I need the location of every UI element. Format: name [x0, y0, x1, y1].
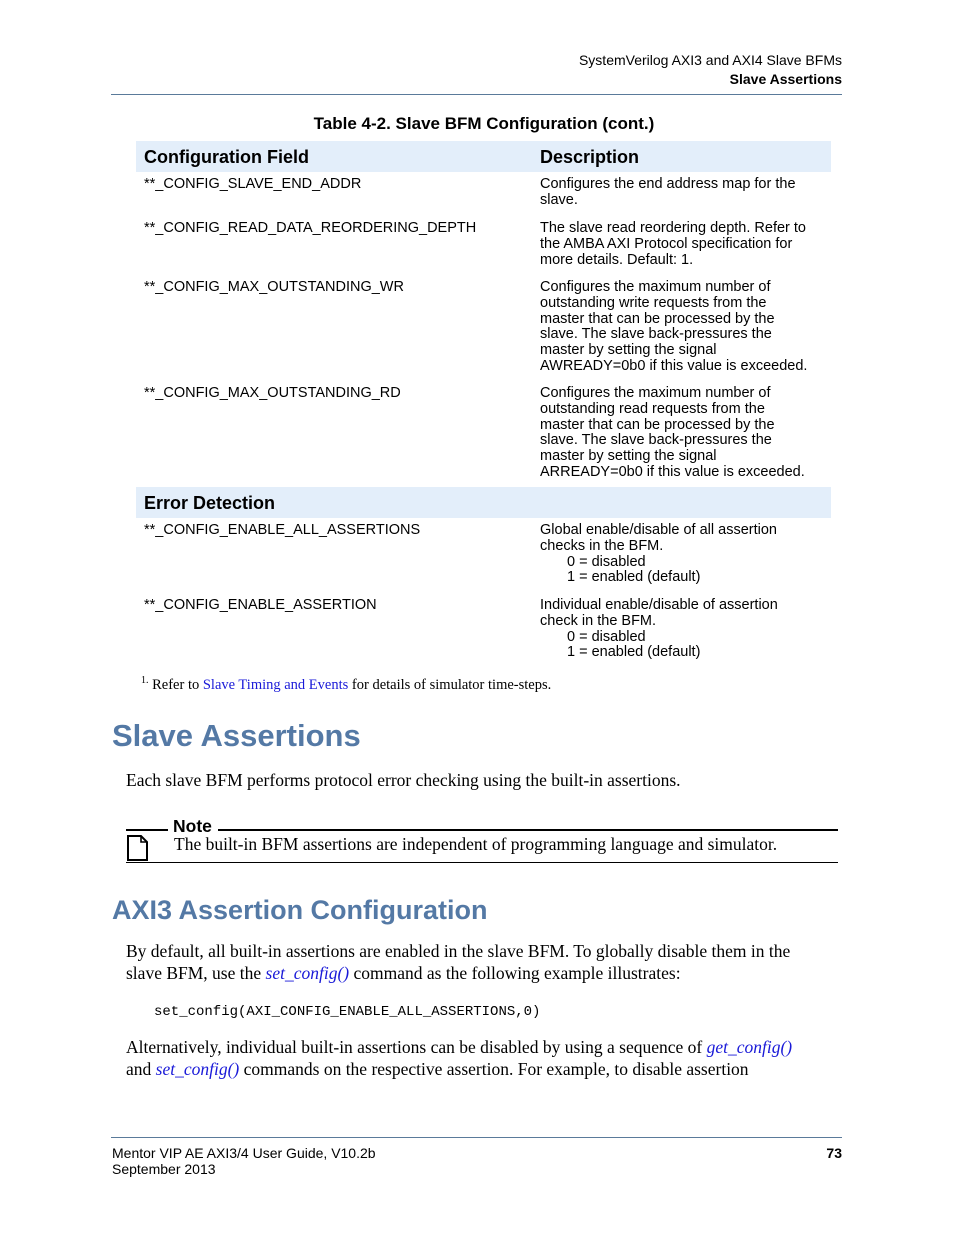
table-caption: Table 4-2. Slave BFM Configuration (cont.)	[313, 114, 655, 133]
link-get-config[interactable]: get_config()	[706, 1037, 793, 1057]
heading-slave-assertions: Slave Assertions	[112, 718, 361, 753]
body-paragraph: By default, all built-in assertions are enabled in the slave BFM. To globally disable them in the slave BFM, use the set_config() command as the following example illustrates:	[126, 941, 791, 983]
link-set-config[interactable]: set_config()	[155, 1059, 240, 1079]
footer-guide-title: Mentor VIP AE AXI3/4 User Guide, V10.2b	[112, 1145, 376, 1161]
column-header-field: Configuration Field	[144, 147, 309, 167]
table-footnote: $^{1.}$ Refer to Slave Timing and Events for details of simulator time-steps.	[141, 675, 552, 693]
table-row-field: **_CONFIG_MAX_OUTSTANDING_WR	[144, 279, 404, 295]
footer-rule	[111, 1137, 842, 1138]
table-section-header	[136, 487, 831, 518]
table-row-field: **_CONFIG_ENABLE_ALL_ASSERTIONS	[144, 522, 421, 538]
heading-axi3-assertion-configuration: AXI3 Assertion Configuration	[112, 895, 488, 925]
note-rule	[126, 829, 168, 831]
table-row-description: Global enable/disable of all assertion checks in the BFM. 0 = disabled 1 = enabled (default)	[540, 522, 777, 586]
footer-date: September 2013	[112, 1161, 216, 1177]
running-header-title: SystemVerilog AXI3 and AXI4 Slave BFMs	[578, 52, 842, 68]
table-row-description: The slave read reordering depth. Refer to the AMBA AXI Protocol specification for more details. Default: 1.	[540, 220, 806, 268]
section-header-error-detection: Error Detection	[144, 493, 276, 513]
table-row-field: **_CONFIG_ENABLE_ASSERTION	[144, 597, 377, 613]
table-row-field: **_CONFIG_MAX_OUTSTANDING_RD	[144, 385, 401, 401]
note-rule	[218, 829, 838, 831]
table-row-description: Configures the end address map for the slave.	[540, 176, 796, 208]
running-header-section: Slave Assertions	[729, 71, 842, 87]
footnote-link-slave-timing[interactable]: Slave Timing and Events	[202, 676, 349, 693]
note-label: Note	[173, 816, 212, 836]
note-text: The built-in BFM assertions are independent of programming language and simulator.	[174, 834, 778, 854]
column-header-description: Description	[540, 147, 640, 167]
table-row-description: Individual enable/disable of assertion check in the BFM. 0 = disabled 1 = enabled (default)	[540, 597, 778, 661]
note-page-icon	[126, 835, 148, 861]
footnote-marker: 1.	[141, 675, 149, 686]
table-row-description: Configures the maximum number of outstanding read requests from the master that can be processed by the slave. The slave back-pressures the master by setting the signal ARREADY=0b0 if this value is exceeded.	[540, 385, 805, 480]
table-row-field: **_CONFIG_SLAVE_END_ADDR	[144, 176, 362, 192]
table-header-row	[136, 141, 831, 172]
table-row-description: Configures the maximum number of outstanding write requests from the master that can be processed by the slave. The slave back-pressures the master by setting the signal AWREADY=0b0 if this value is exceeded.	[540, 279, 808, 374]
link-set-config[interactable]: set_config()	[265, 963, 350, 983]
note-bottom-rule	[126, 862, 838, 863]
page-number: 73	[826, 1145, 842, 1161]
table-row-field: **_CONFIG_READ_DATA_REORDERING_DEPTH	[144, 220, 477, 236]
body-paragraph: Each slave BFM performs protocol error checking using the built-in assertions.	[126, 770, 681, 790]
header-rule	[111, 94, 842, 95]
code-example: set_config(AXI_CONFIG_ENABLE_ALL_ASSERTIONS,0)	[154, 1004, 541, 1020]
body-paragraph: Alternatively, individual built-in assertions can be disabled by using a sequence of get_config() and set_config() commands on the respective assertion. For example, to disable assertion	[126, 1037, 793, 1079]
